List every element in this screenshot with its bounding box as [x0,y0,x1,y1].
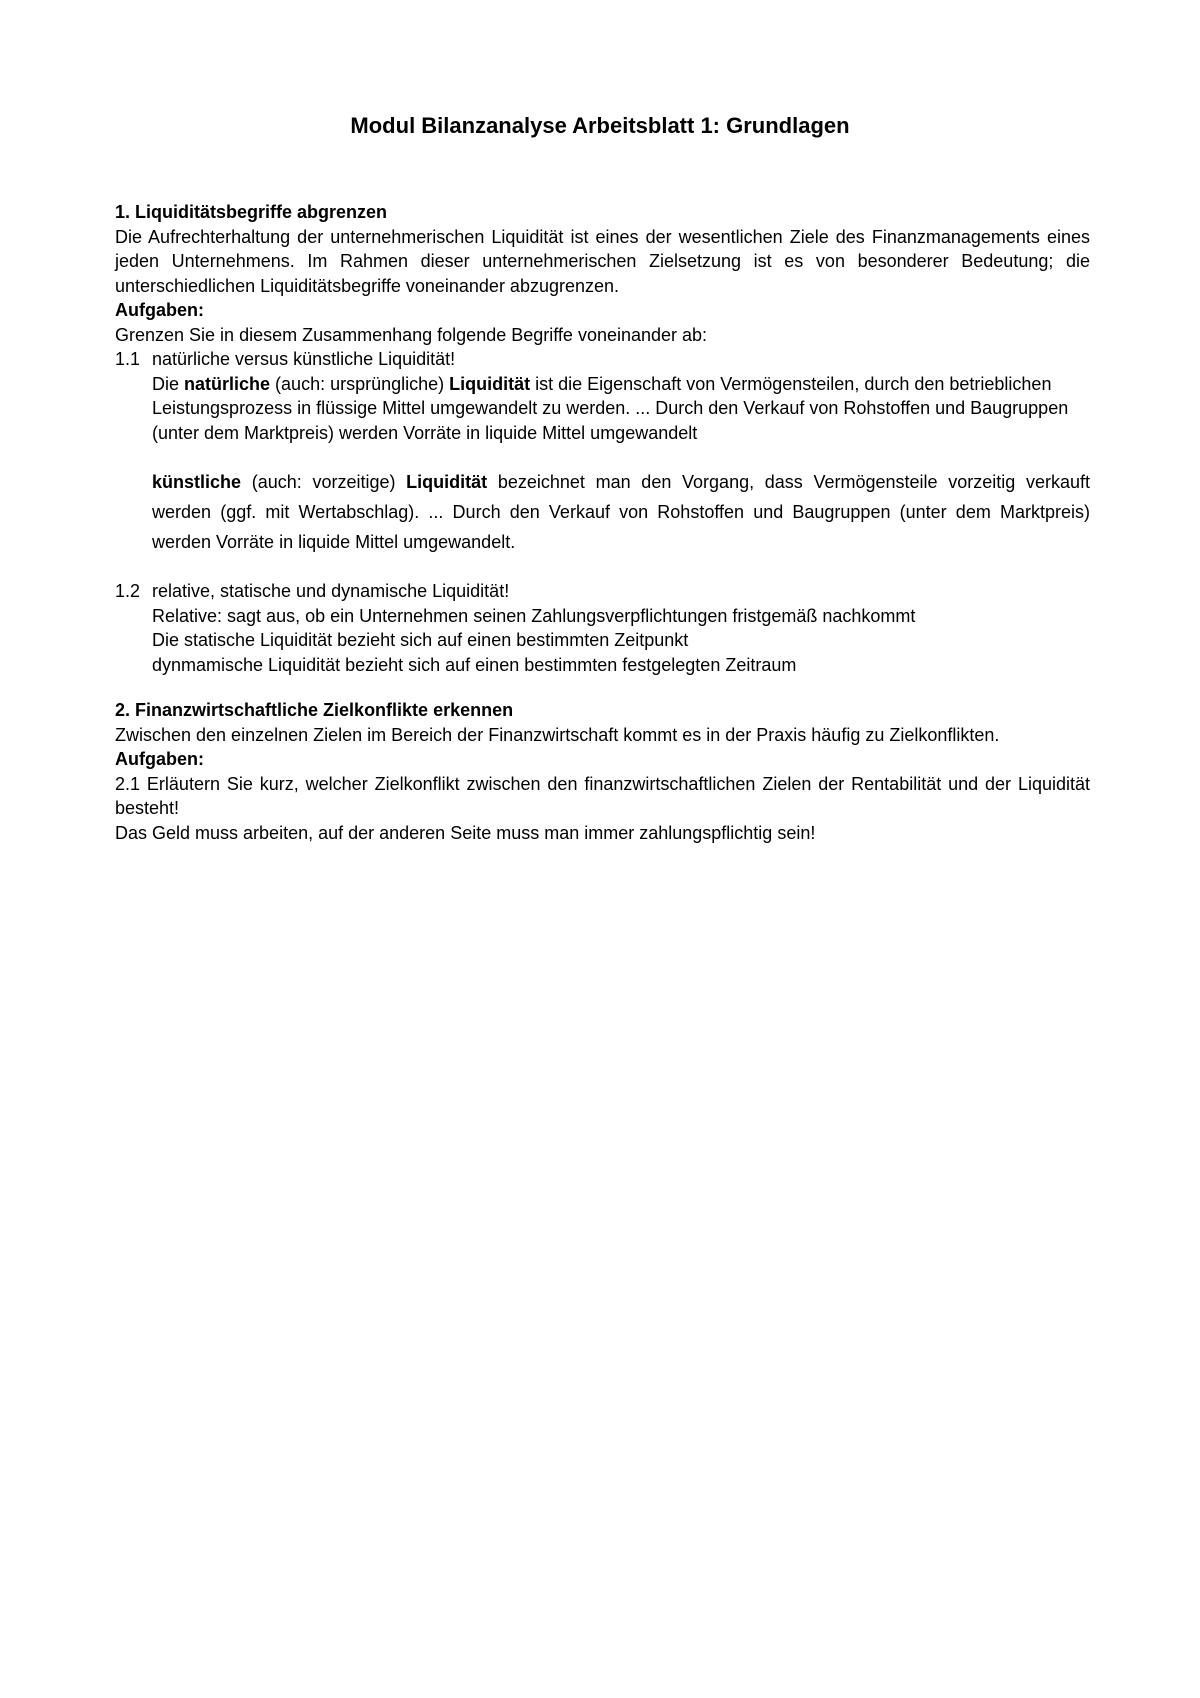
question-1-1-text: natürliche versus künstliche Liquidität! [152,349,456,369]
spacer [115,677,1090,698]
page-title: Modul Bilanzanalyse Arbeitsblatt 1: Grundlagen [350,113,850,138]
section-2-tasks-label: Aufgaben: [115,749,204,769]
spacer [115,557,1090,579]
answer-text: Die [152,373,185,394]
question-2-1: 2.1 Erläutern Sie kurz, welcher Zielkonflikt zwischen den finanzwirtschaftlichen Zielen der Rentabilität und der Liquidität besteht! [115,773,1090,818]
answer-1-1-natural [115,372,1090,446]
answer-1-2-line: dynmamische Liquidität bezieht sich auf einen bestimmten festgelegten Zeitraum [152,654,797,675]
answer-bold-term: natürliche [184,373,271,394]
answer-1-2-line: Relative: sagt aus, ob ein Unternehmen seinen Zahlungsverpflichtungen fristgemäß nachkommt [152,605,916,626]
section-2-intro: Zwischen den einzelnen Zielen im Bereich der Finanzwirtschaft kommt es in der Praxis häufig zu Zielkonflikten. [115,724,1000,745]
question-1-2 [115,579,1090,604]
question-1-1-number: 1.1 [115,349,141,369]
answer-text: (auch: ursprüngliche) [270,373,450,394]
answer-1-2-line: Die statische Liquidität bezieht sich auf einen bestimmten Zeitpunkt [152,630,689,650]
section-2-heading: 2. Finanzwirtschaftliche Zielkonflikte erkennen [115,700,514,720]
section-1-intro: Die Aufrechterhaltung der unternehmerischen Liquidität ist eines der wesentlichen Ziele des Finanzmanagements eines jeden Unternehmens. Im Rahmen dieser unternehmerischen Zielsetzung ist es von besonderer Bedeutung; die unterschiedlichen Liquiditätsbegriffe voneinander abzugrenzen. [115,226,1090,296]
answer-bold-term: Liquidität [406,472,488,492]
answer-bold-term: Liquidität [449,373,531,394]
answer-text: (auch: vorzeitige) [241,472,407,492]
section-1-tasks-label: Aufgaben: [115,300,204,320]
question-1-2-text: relative, statische und dynamische Liquidität! [152,581,510,601]
section-1-tasks-text: Grenzen Sie in diesem Zusammenhang folgende Begriffe voneinander ab: [115,324,708,345]
question-1-1 [115,347,1090,372]
section-1-heading: 1. Liquiditätsbegriffe abgrenzen [115,202,388,222]
answer-bold-term: künstliche [152,472,242,492]
answer-1-1-artificial [115,467,1090,557]
question-1-2-number: 1.2 [115,581,141,601]
answer-text: ist die Eigenschaft von Vermögensteilen, durch den betrieblichen Leistungsprozess in flüssige Mittel umgewandelt zu werden. ... Durch den Verkauf von Rohstoffen und Baugruppen (unter dem Marktpreis) werden Vorräte in liquide Mittel umgewandelt [152,373,1069,443]
spacer [115,445,1090,467]
answer-1-2 [115,604,1090,678]
answer-text: bezeichnet man den Vorgang, dass Vermögensteile vorzeitig verkauft werden (ggf. mit Wertabschlag). ... Durch den Verkauf von Rohstoffen und Baugruppen (unter dem Marktpreis) werden Vorräte in liquide Mittel umgewandelt. [152,472,1090,552]
answer-2-1: Das Geld muss arbeiten, auf der anderen Seite muss man immer zahlungspflichtig sein! [115,822,816,843]
document-body [115,200,1090,845]
